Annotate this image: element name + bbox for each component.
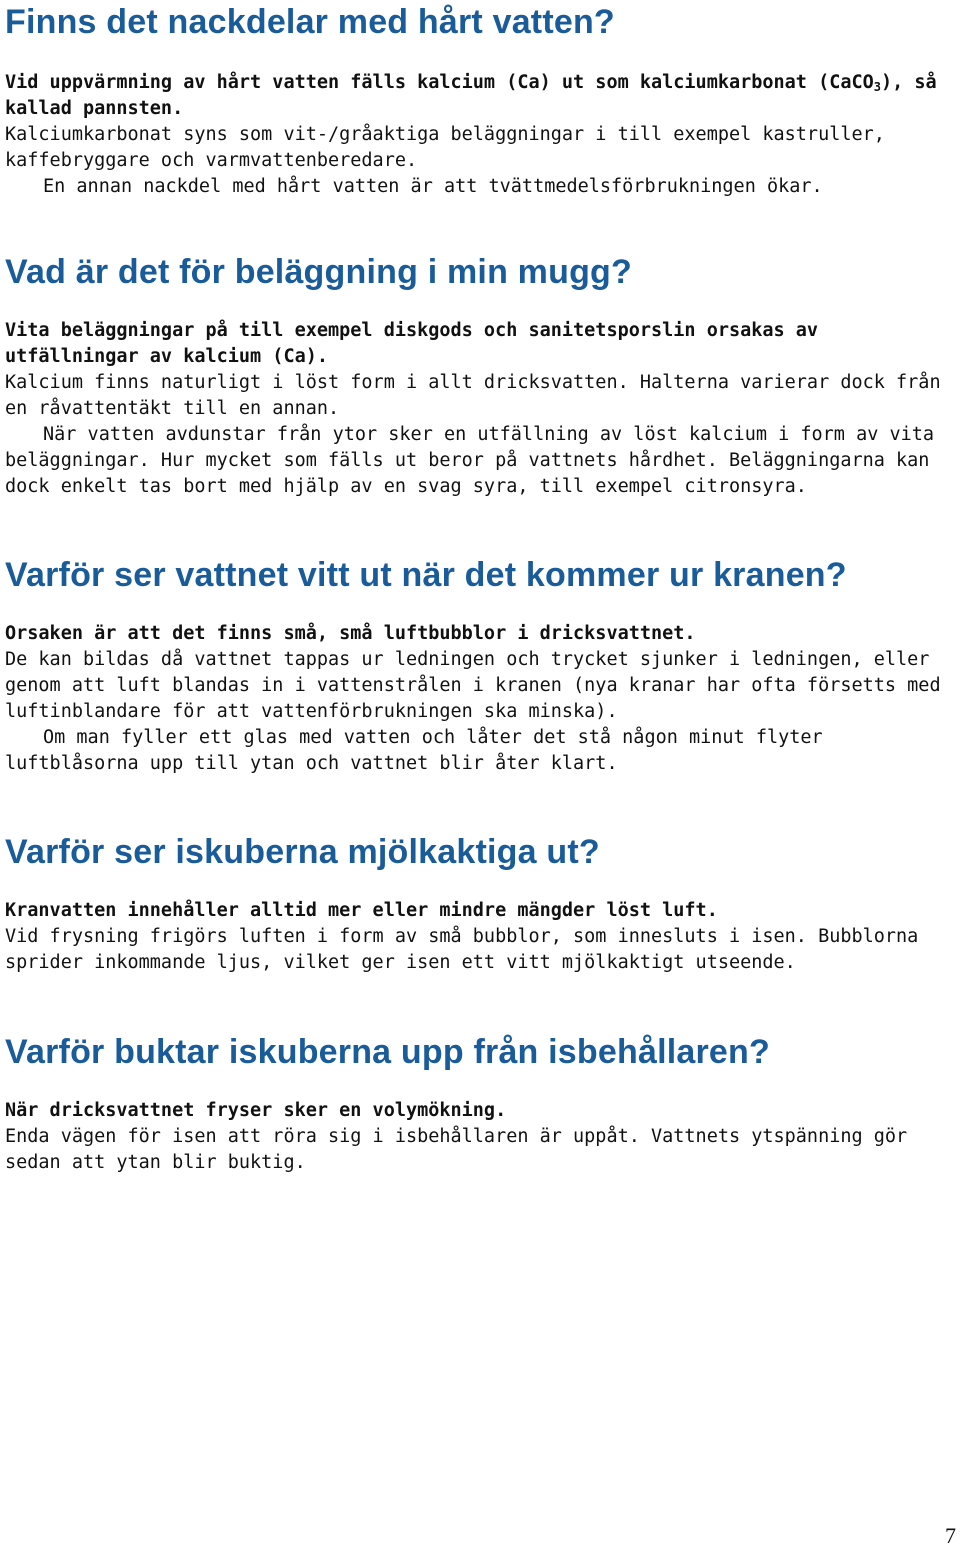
section-heading: Vad är det för beläggning i min mugg? bbox=[5, 253, 632, 291]
section-lead bbox=[5, 70, 955, 122]
section-bulging-ice-cubes bbox=[5, 1032, 955, 1176]
section-mug-coating bbox=[5, 252, 955, 500]
section-heading: Finns det nackdelar med hårt vatten? bbox=[5, 3, 615, 41]
page-number: 7 bbox=[945, 1523, 956, 1548]
section-lead: När dricksvattnet fryser sker en volymökning. bbox=[5, 1100, 507, 1121]
subscript-three: 3 bbox=[873, 80, 881, 94]
section-white-tap-water bbox=[5, 555, 955, 777]
section-heading: Varför ser iskuberna mjölkaktiga ut? bbox=[5, 833, 600, 871]
section-hard-water-drawbacks bbox=[5, 2, 955, 200]
section-lead: Kranvatten innehåller alltid mer eller mindre mängder löst luft. bbox=[5, 900, 718, 921]
lead-text-end: ), så kallad pannsten. bbox=[5, 72, 937, 119]
section-heading: Varför ser vattnet vitt ut när det kommer ur kranen? bbox=[5, 556, 847, 594]
section-paragraph-indented: Om man fyller ett glas med vatten och låter det stå någon minut flyter luftblåsorna upp till ytan och vattnet blir åter klart. bbox=[5, 727, 823, 774]
section-paragraph-indented: En annan nackdel med hårt vatten är att tvättmedelsförbrukningen ökar. bbox=[43, 176, 823, 197]
section-heading: Varför buktar iskuberna upp från isbehållaren? bbox=[5, 1033, 770, 1071]
section-paragraph: Vid frysning frigörs luften i form av små bubblor, som innesluts i isen. Bubblorna sprider inkommande ljus, vilket ger isen ett vitt mjölkaktigt utseende. bbox=[5, 926, 919, 973]
section-paragraph: De kan bildas då vattnet tappas ur ledningen och trycket sjunker i ledningen, eller genom att luft blandas in i vattenstrålen i kranen (nya kranar har ofta försetts med luftinblandare för att vattenförbrukningen ska minska). bbox=[5, 649, 941, 722]
section-paragraph: Enda vägen för isen att röra sig i isbehållaren är uppåt. Vattnets ytspänning gör sedan att ytan blir buktig. bbox=[5, 1126, 908, 1173]
lead-text-start: Vid uppvärmning av hårt vatten fälls kalcium (Ca) ut som kalciumkarbonat (CaCO bbox=[5, 72, 874, 93]
section-paragraph-indented: När vatten avdunstar från ytor sker en utfällning av löst kalcium i form av vita beläggningar. Hur mycket som fälls ut beror på vattnets hårdhet. Beläggningarna kan dock enkelt tas bort med hjälp av en svag syra, till exempel citronsyra. bbox=[5, 424, 935, 497]
section-milky-ice-cubes bbox=[5, 832, 955, 976]
section-lead: Orsaken är att det finns små, små luftbubblor i dricksvattnet. bbox=[5, 623, 696, 644]
section-paragraph: Kalcium finns naturligt i löst form i allt dricksvatten. Halterna varierar dock från en råvattentäkt till en annan. bbox=[5, 372, 941, 419]
section-lead: Vita beläggningar på till exempel diskgods och sanitetsporslin orsakas av utfällningar av kalcium (Ca). bbox=[5, 320, 819, 367]
section-paragraph: Kalciumkarbonat syns som vit-/gråaktiga beläggningar i till exempel kastruller, kaffebryggare och varmvattenberedare. bbox=[5, 124, 885, 171]
